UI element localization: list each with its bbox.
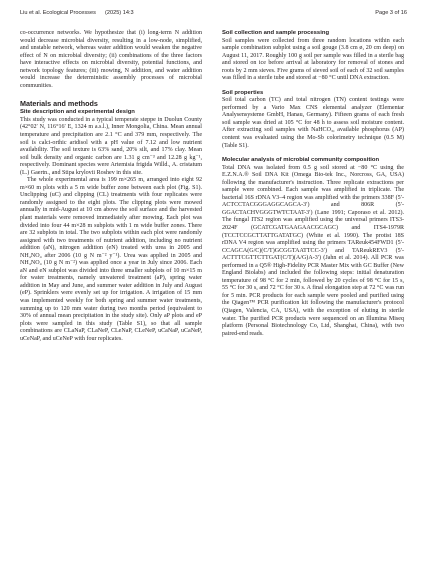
intro-paragraph: co-occurrence networks. We hypothesize that (i) long-term N addition would decrease microbial diversity, resulting in a low-node, simplified, and unstable network, whereas water addition would weaken the negative effect of N on microbial diversity; (ii) combinations of the three factors have interactive effects on microbial diversity, potential functions, and network topology features; (iii) mowing, N addition, and water addition would increase the deterministic assembly processes of microbial communities. [20,30,202,89]
right-column [222,30,404,338]
subsection-heading: Site description and experimental design [20,109,135,116]
page-number: Page 3 of 16 [375,10,407,16]
section-heading: Materials and methods [20,99,98,109]
left-column [20,30,202,343]
subsection-heading: Molecular analysis of microbial community composition [222,157,380,164]
body-paragraph: Soil total carbon (TC) and total nitrogen (TN) content testings were performed by a Vario Max CNS elemental analyzer (Elementar Analysensysteme GmbH, Hanau, Germany). Fifteen grams of each fresh soil sample was dried at 105 °C for 48 h to assess soil moisture content. After extracting soil samples with NaHCO₃, available phosphorus (AP) content was evaluated using the Mo-Sb colorimetry technique (0.5 M) (Table S1). [222,97,404,149]
journal-citation: Liu et al. Ecological Processes [20,10,96,16]
body-paragraph: This study was conducted in a typical temperate steppe in Duolun County (42°02′ N, 116°16′ E, 1324 m a.s.l.), Inner Mongolia, China. Mean annual temperature and precipitation are 2.1 °C and 379 mm, respectively. The soil is calci-orthic aridisol with a pH value of 7.12 and low nutrient availability. The soil texture is 63% sand, 20% silt, and 17% clay. Mean soil bulk density and organic carbon are 1.31 g cm⁻³ and 12.28 g kg⁻¹, respectively. Dominant species were Artemisia frigida Willd., A. cristatum (L.) Gaertn., and Stipa krylovii Roshev in this site. [20,116,202,176]
body-paragraph: Soil samples were collected from three random locations within each sample combination subplot using a soil gouge (3.8 cm ø, 20 cm deep) on August 11, 2017. Roughly 100 g soil per sample was filled in a sterile bag and stored on ice before arrival at laboratory for removal of stones and roots by 2 mm sieves. Five grams of sieved soil of each of 32 soil samples was filled in a sterile tube and stored at −80 °C until DNA extraction. [222,37,404,82]
body-paragraph: Total DNA was isolated from 0.5 g soil stored at −80 °C using the E.Z.N.A.® Soil DNA Kit (Omega Bio-tek Inc., Norcross, GA, USA) following the manufacturer's instruction. Three replicate extractions per sample were combined. Each sample was amplified in triplicate. The bacterial 16S rDNA V3–4 region was amplified with the primers 338F (5′-ACTCCTACGGGAGGCAGCA-3′) and 806R (5′-GGACTACHVGGGTWTCTAAT-3′) (Lane 1991; Caporaso et al. 2012). The fungal ITS2 region was amplified using the universal primers ITS3-2024F (GCATCGATGAAGAACGCAGC) and ITS4-1979R (TCCTCCGCTTATTGATATGC) (White et al. 1990). The protist 18S rDNA V4 region was amplified using the primers TAReuk454FWD1 (5′-CCAGCA(G/C)(C/T)GCGGTAATTCC-3′) and TAReukREV3 (5′-ACTTTCGTTCTTGAT(C/T)(A/G)A-3′) (Jahn et al. 2014). All PCR was performed in a Q5® High-Fidelity PCR Master Mix with GC Buffer (New England Biolabs) and included the following steps: initial denaturation temperature of 98 °C for 2 min, followed by 20 cycles of 98 °C for 15 s, 55 °C for 30 s, and 72 °C for 30 s. A final elongation step at 72 °C was run for 5 min. PCR products for each sample were pooled and purified using the Qiagen™ PCR purification kit following the manufacturer's protocol (Qiagen, Valencia, CA, USA), with the exception of eluting in sterile water. The purified PCR products were sequenced on an Illumina Miseq platform (Personal Biotechnology Co, Ltd, Shanghai, China), with two paired-end reads. [222,164,404,337]
body-paragraph: The whole experimental area is 199 m×265 m, arranged into eight 92 m×60 m plots with a 5 m wide buffer zone between each plot (Fig. S1). Unclipping (uC) and clipping (CL) treatments with four replicates were randomly assigned to the eight plots. The clipping plots were mowed annually in mid-August at 10 cm above the soil surface and the harvested plant materials were removed immediately after mowing. Each plot was divided into four 44 m×28 m subplots with 1 m wide buffer zones. There are 32 subplots in total. The two subplots within each plot were randomly assigned with two treatments of nutrient addition, including no nutrient addition (aN), nitrogen addition (eN) treated with urea in 2005 and NH₄NO₄ after 2006 (10 g N m⁻² y⁻¹). Urea was applied in 2005 and NH₄NO₄ (10 g N m⁻²) was applied once a year in July since 2006. Each aN and eN subplot was divided into three smaller subplots of 10 m×15 m for water treatments, namely unwatered treatment (aP), spring water addition in May and June, and summer water addition in July and August (eP). Sprinklers were evenly set up for irrigation. A irrigation of 15 mm was implemented weekly for both spring and summer water treatments, summing up to 120 mm water during two months period (equivalent to 30% of annual mean precipitation in the study site). Only aP plots and eP plots were sampled in this study (Table S1), so that all sample combinations are CLaNaP, CLaNeP, CLeNaP, CLeNeP, uCaNaP, uCaNeP, uCeNaP, and uCeNeP with four replicates. [20,177,202,342]
subsection-heading: Soil properties [222,89,264,96]
running-header [20,10,407,19]
subsection-heading: Soil collection and sample processing [222,30,330,36]
volume-info: (2025) 14:3 [105,10,134,16]
